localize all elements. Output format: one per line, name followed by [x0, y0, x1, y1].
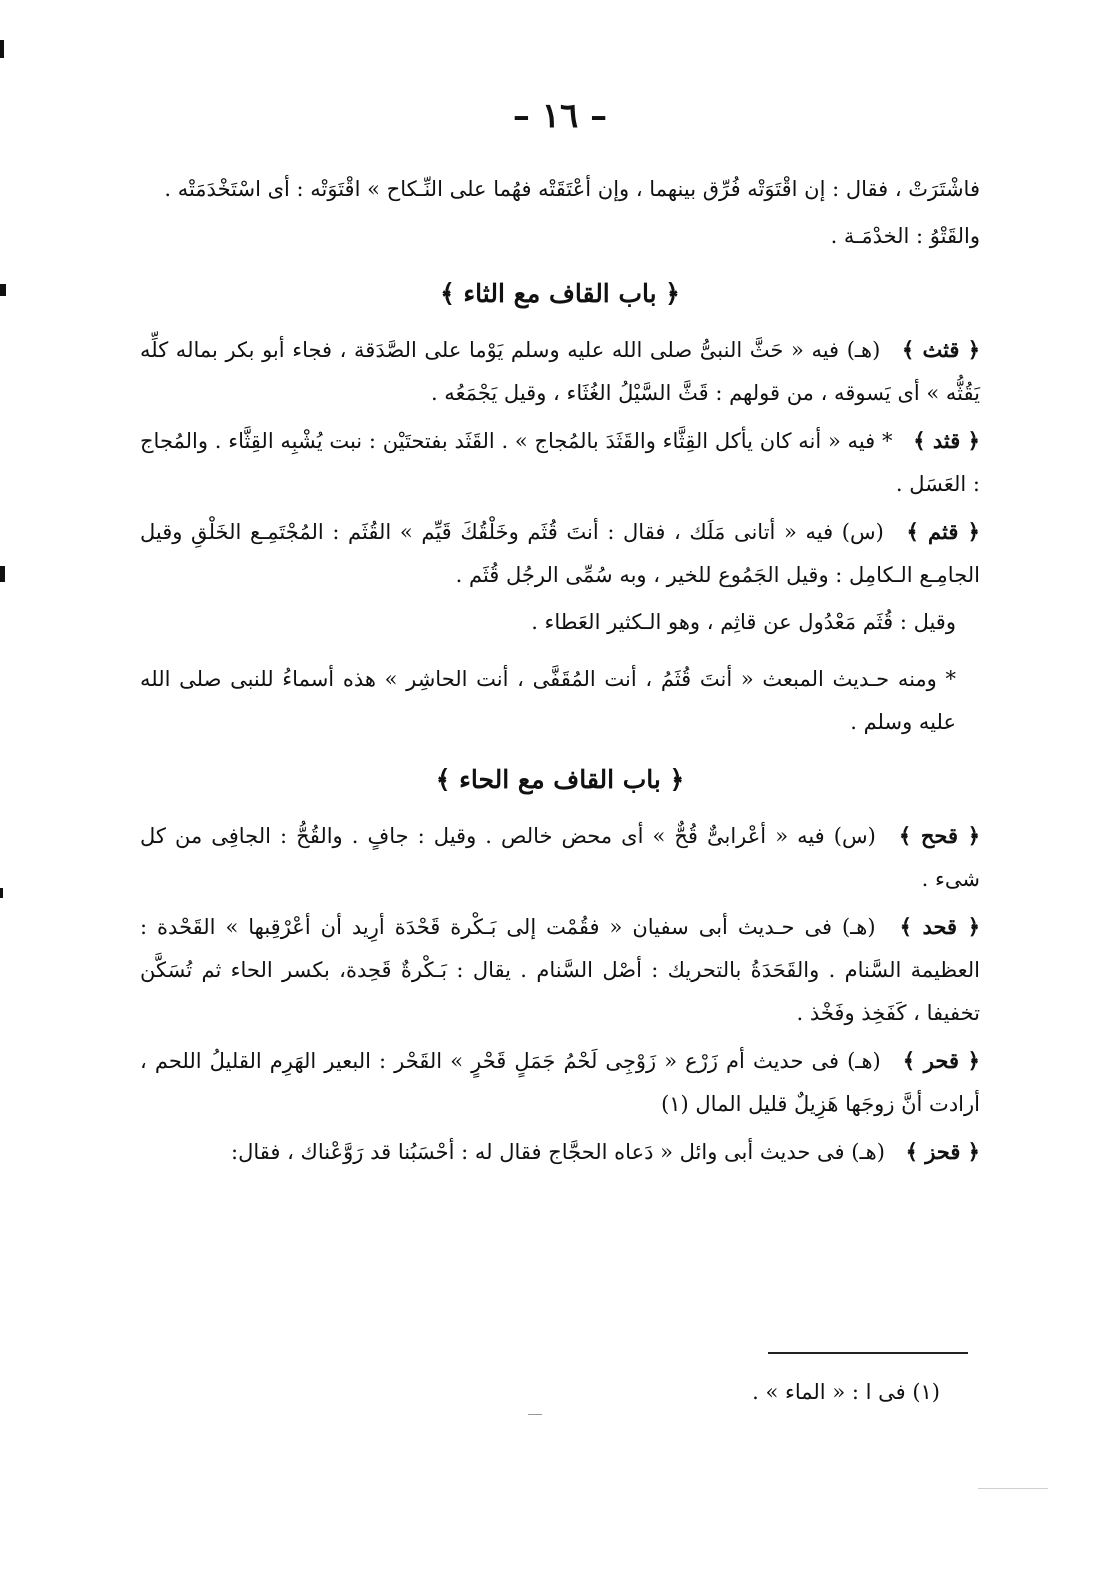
- footnote-divider: [768, 1352, 968, 1354]
- footnote: (١) فى ا : « الماء » .: [752, 1380, 940, 1404]
- scan-edge-mark: [0, 888, 3, 898]
- body-text: [140, 168, 980, 1178]
- paragraph: [140, 601, 980, 644]
- scan-edge-mark: [0, 40, 4, 58]
- paragraph-text: وقيل : قُثَم مَعْدُول عن قاثِم ، وهو الـكثير العَطاء .: [531, 610, 956, 634]
- entry-text: (هـ) فيه « حَثَّ النبىُّ صلى الله عليه وسلم يَوْما على الصَّدَقة ، فجاء أبو بكر بماله كلِّه يَقُثُّه » أى يَسوقه ، من قولهم : قَثَّ السَّيْلُ الغُثَاء ، وقيل يَجْمَعُه .: [140, 338, 980, 405]
- scan-edge-mark: [0, 566, 5, 582]
- entry-text: (هـ) فى حديث أبى وائل « دَعاه الحجَّاج فقال له : أحْسَبُنا قد رَوَّعْناك ، فقال:: [231, 1140, 885, 1164]
- paragraph: [140, 658, 980, 744]
- dictionary-entry: [140, 419, 980, 506]
- entry-text: (هـ) فى حديث أم زَرْع « زَوْجِى لَحْمُ جَمَلٍ قَحْرٍ » القَحْر : البعير الهَرِم القليلُ اللحم ، أرادت أنَّ زوجَها هَزِيلٌ قليل المال (١): [140, 1049, 980, 1116]
- page-number: – ١٦ –: [512, 96, 608, 136]
- dictionary-entry: [140, 328, 980, 415]
- dictionary-entry: [140, 905, 980, 1035]
- entry-headword: ﴿ قحز ﴾: [905, 1139, 980, 1164]
- entry-text: (هـ) فى حـديث أبى سفيان « فقُمْت إلى بَـكْرة قَحْدَة أرِيد أن أعْرْقِبها » القَحْدة : العظيمة السَّنام . والقَحَدَةُ بالتحريك : أصْل السَّنام . يقال : بَـكْرةٌ قَحِدة، بكسر الحاء ثم تُسَكَّن تخفيفا ، كَفَخِذ وفَخْذ .: [140, 915, 980, 1025]
- paragraph-text: والقَتْوُ : الخدْمَـة .: [830, 224, 980, 248]
- paragraph-text: فاشْتَرَتْ ، فقال : إن اقْتَوَتْه فُرِّق بينهما ، وإن أعْتَقَتْه فهُما على النِّـكاح » اقْتَوَتْه : أى اسْتَخْدَمَتْه .: [164, 177, 980, 201]
- entry-headword: ﴿ قحر ﴾: [902, 1048, 980, 1073]
- entry-headword: ﴿ قحد ﴾: [899, 914, 981, 939]
- dictionary-entry: [140, 510, 980, 597]
- chapter-heading: ﴿ باب القاف مع الحاء ﴾: [435, 765, 685, 794]
- paragraph: [140, 168, 980, 211]
- entry-headword: ﴿ قحح ﴾: [898, 823, 980, 848]
- entry-headword: ﴿ قثم ﴾: [906, 519, 980, 544]
- page-bottom-mark: [528, 1414, 542, 1415]
- chapter-heading: ﴿ باب القاف مع الثاء ﴾: [440, 279, 680, 308]
- entry-text: (س) فيه « أتانى مَلَك ، فقال : أنتَ قُثَم وخَلْقُكَ قَيِّم » القُثَم : المُجْتَمِـع الخَلْقِ وقيل الجامِـع الـكامِل : وقيل الجَمُوع للخير ، وبه سُمِّى الرجُل قُثَم .: [140, 520, 980, 587]
- entry-text: (س) فيه « أعْرابىٌّ قُحٌّ » أى محض خالص . وقيل : جافٍ . والقُحُّ : الجافِى من كل شىء .: [140, 824, 980, 891]
- entry-headword: ﴿ قثد ﴾: [913, 428, 980, 453]
- entry-text: * فيه « أنه كان يأكل القِثَّاء والقَثَدَ بالمُجاج » . القَثَد بفتحتَيْن : نبت يُشْبِه القِثَّاء . والمُجاج : العَسَل .: [140, 429, 980, 496]
- dictionary-entry: [140, 1039, 980, 1126]
- dictionary-entry: [140, 1130, 980, 1174]
- scan-speck: [978, 1488, 1048, 1489]
- entry-headword: ﴿ قثث ﴾: [901, 337, 980, 362]
- paragraph: [140, 215, 980, 258]
- scan-edge-mark: [0, 284, 6, 296]
- dictionary-entry: [140, 814, 980, 901]
- paragraph-text: * ومنه حـديث المبعث « أنتَ قُثَمُ ، أنت المُقَفَّى ، أنت الحاشِر » هذه أسماءُ للنبى صلى الله عليه وسلم .: [140, 667, 956, 734]
